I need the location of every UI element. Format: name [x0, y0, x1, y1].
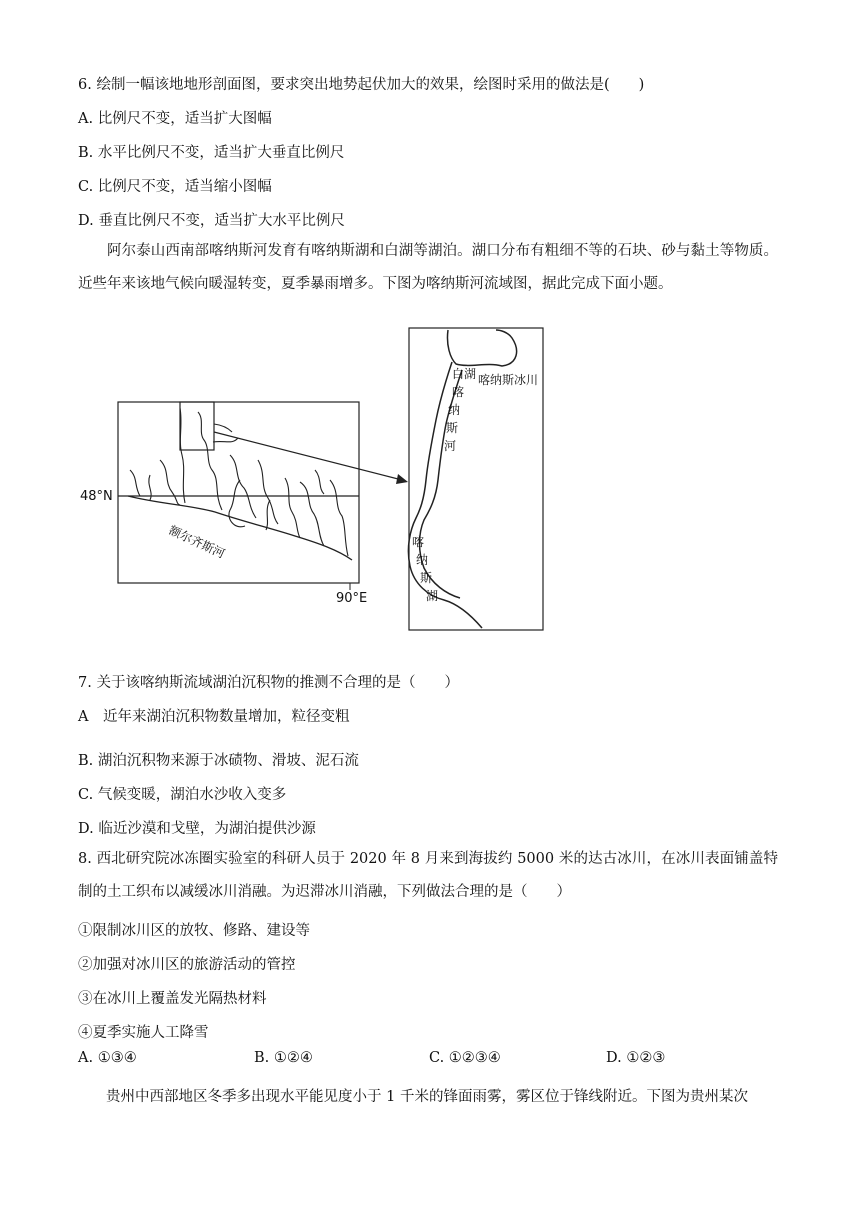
svg-text:河: 河	[444, 439, 457, 453]
q8-option-d: D. ①②③	[606, 1050, 666, 1066]
q6-option-a: A. 比例尺不变，适当扩大图幅	[78, 111, 272, 127]
svg-text:纳: 纳	[448, 403, 461, 417]
q7-option-b: B. 湖泊沉积物来源于冰碛物、滑坡、泥石流	[78, 753, 359, 769]
q8-option-b: B. ①②④	[254, 1050, 313, 1066]
lon-label: 90°E	[336, 591, 368, 606]
svg-text:湖: 湖	[426, 589, 439, 603]
lat-label: 48°N	[80, 489, 113, 504]
inset-glacier-label: 喀纳斯冰川	[478, 373, 539, 387]
tributaries	[130, 408, 348, 556]
q6-stem: 6. 绘制一幅该地地形剖面图，要求突出地势起伏加大的效果，绘图时采用的做法是( )	[78, 77, 645, 93]
q7-option-c: C. 气候变暖，湖泊水沙收入变多	[78, 787, 287, 803]
svg-text:斯: 斯	[446, 421, 459, 435]
q8-item-4: ④夏季实施人工降雪	[78, 1025, 209, 1041]
svg-text:纳: 纳	[416, 553, 429, 567]
q6-option-b: B. 水平比例尺不变，适当扩大垂直比例尺	[78, 145, 345, 161]
q8-item-3: ③在冰川上覆盖发光隔热材料	[78, 991, 267, 1007]
kanas-river-map	[0, 320, 860, 640]
q7-option-d: D. 临近沙漠和戈壁，为湖泊提供沙源	[78, 821, 316, 837]
q6-option-d: D. 垂直比例尺不变，适当扩大水平比例尺	[78, 213, 345, 229]
q7-option-a: A 近年来湖泊沉积物数量增加，粒径变粗	[78, 709, 350, 725]
q8-option-c: C. ①②③④	[429, 1050, 501, 1066]
passage-guizhou: 贵州中西部地区冬季多出现水平能见度小于 1 千米的锋面雨雾，雾区位于锋线附近。下图为贵州某次	[106, 1089, 748, 1105]
svg-text:喀: 喀	[412, 535, 425, 549]
svg-text:斯: 斯	[420, 571, 433, 585]
q8-options	[78, 1050, 778, 1074]
q8-item-2: ②加强对冰川区的旅游活动的管控	[78, 957, 296, 973]
irtysh-label: 额尔齐斯河	[166, 523, 228, 562]
q8-option-a: A. ①③④	[78, 1050, 137, 1066]
q6-option-c: C. 比例尺不变，适当缩小图幅	[78, 179, 272, 195]
q8-stem: 8. 西北研究院冰冻圈实验室的科研人员于 2020 年 8 月来到海拔约 5000 米的达古冰川，在冰川表面铺盖特制的土工织布以减缓冰川消融。为迟滞冰川消融，下列做法合理的是（ ）	[78, 851, 778, 900]
locator-box	[180, 402, 214, 450]
q7-stem: 7. 关于该喀纳斯流域湖泊沉积物的推测不合理的是（ ）	[78, 675, 459, 691]
inset-lake-label: 白湖	[452, 367, 477, 381]
passage-kanas: 阿尔泰山西南部喀纳斯河发育有喀纳斯湖和白湖等湖泊。湖口分布有粗细不等的石块、砂与黏土等物质。近些年来该地气候向暖湿转变，夏季暴雨增多。下图为喀纳斯河流域图，据此完成下面小题。	[78, 243, 778, 292]
svg-text:喀: 喀	[452, 385, 465, 399]
q8-item-1: ①限制冰川区的放牧、修路、建设等	[78, 923, 310, 939]
